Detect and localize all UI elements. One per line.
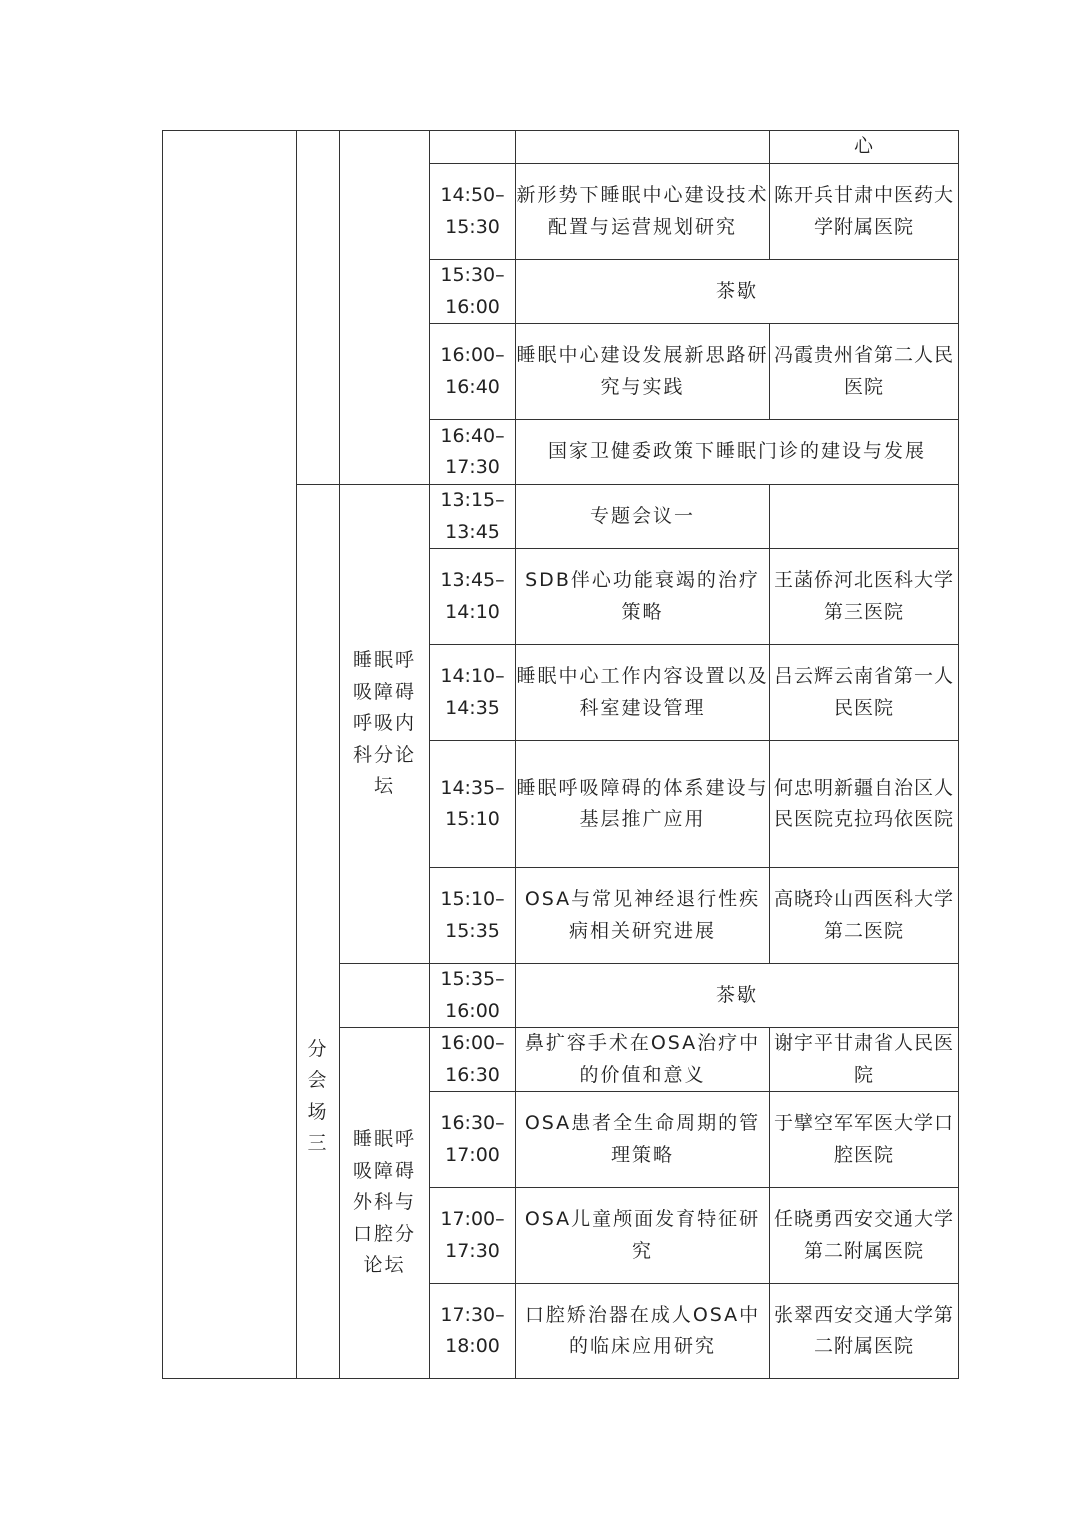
time-cell: 15:30–16:00 [430,260,516,324]
speaker-cell: 冯霞贵州省第二人民医院 [770,324,959,420]
topic-cell: 口腔矫治器在成人OSA中的临床应用研究 [516,1284,770,1379]
topic-cell [516,131,770,164]
time-cell: 13:45–14:10 [430,549,516,645]
forum-surgery-label: 睡眠呼吸障碍外科与口腔分论坛 [352,1128,416,1277]
section-label: 分会场三 [307,1037,329,1154]
time-cell: 16:30–17:00 [430,1092,516,1188]
empty-forum-cell [340,964,430,1028]
speaker-cell: 张翠西安交通大学第二附属医院 [770,1284,959,1379]
forum-respiratory-cell [340,485,430,964]
topic-cell: 睡眠呼吸障碍的体系建设与基层推广应用 [516,741,770,868]
table-row [163,131,959,164]
speaker-cell: 于擘空军军医大学口腔医院 [770,1092,959,1188]
speaker-cell: 任晓勇西安交通大学第二附属医院 [770,1188,959,1284]
time-cell: 16:00–16:30 [430,1028,516,1092]
time-cell: 17:00–17:30 [430,1188,516,1284]
schedule-table [162,130,959,1379]
time-cell [430,131,516,164]
topic-cell: 睡眠中心工作内容设置以及科室建设管理 [516,645,770,741]
speaker-cell: 陈开兵甘肃中医药大学附属医院 [770,164,959,260]
speaker-cell: 何忠明新疆自治区人民医院克拉玛依医院 [770,741,959,868]
topic-cell: OSA患者全生命周期的管理策略 [516,1092,770,1188]
section-label-cell [297,485,340,1379]
time-cell: 16:00–16:40 [430,324,516,420]
topic-cell: SDB伴心功能衰竭的治疗策略 [516,549,770,645]
tea-break-cell: 茶歇 [516,260,959,324]
tea-break-cell: 茶歇 [516,964,959,1028]
speaker-cell: 高晓玲山西医科大学第二医院 [770,868,959,964]
time-cell: 15:35–16:00 [430,964,516,1028]
empty-left-column [163,131,297,1379]
topic-cell: 睡眠中心建设发展新思路研究与实践 [516,324,770,420]
time-cell: 13:15–13:45 [430,485,516,549]
topic-cell: OSA儿童颅面发育特征研究 [516,1188,770,1284]
merged-topic-cell: 国家卫健委政策下睡眠门诊的建设与发展 [516,420,959,485]
speaker-cell: 心 [770,131,959,164]
time-cell: 15:10–15:35 [430,868,516,964]
time-cell: 14:10–14:35 [430,645,516,741]
time-cell: 17:30–18:00 [430,1284,516,1379]
empty-forum-cell [340,131,430,485]
speaker-cell: 吕云辉云南省第一人民医院 [770,645,959,741]
empty-section-cell [297,131,340,485]
time-cell: 14:35–15:10 [430,741,516,868]
topic-cell: 专题会议一 [516,485,770,549]
time-cell: 14:50–15:30 [430,164,516,260]
time-cell: 16:40–17:30 [430,420,516,485]
forum-surgery-cell [340,1028,430,1379]
topic-cell: 鼻扩容手术在OSA治疗中的价值和意义 [516,1028,770,1092]
speaker-cell [770,485,959,549]
topic-cell: 新形势下睡眠中心建设技术配置与运营规划研究 [516,164,770,260]
speaker-cell: 王菡侨河北医科大学第三医院 [770,549,959,645]
forum-respiratory-label: 睡眠呼吸障碍呼吸内科分论坛 [352,649,416,798]
topic-cell: OSA与常见神经退行性疾病相关研究进展 [516,868,770,964]
speaker-cell: 谢宇平甘肃省人民医院 [770,1028,959,1092]
